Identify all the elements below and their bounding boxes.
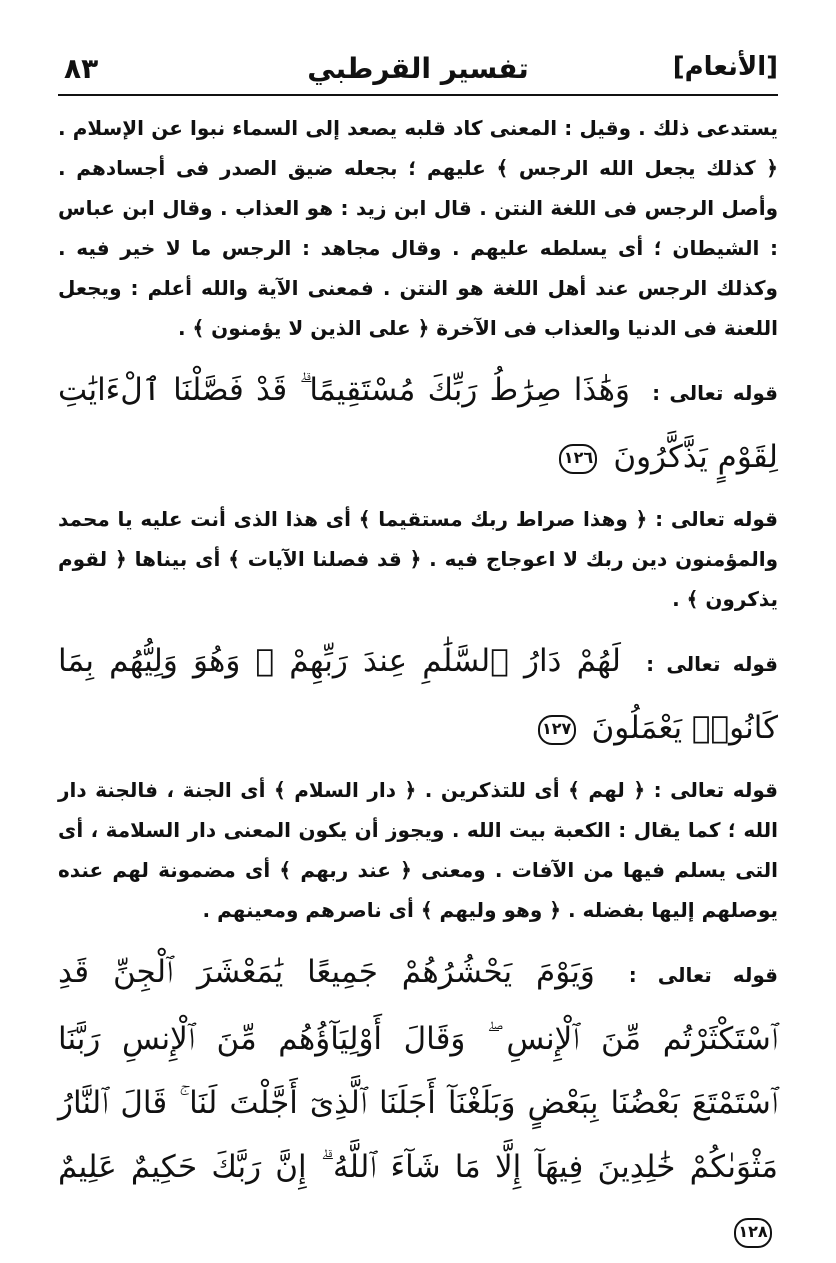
verse-text: وَيَوْمَ يَحْشُرُهُمْ جَمِيعًا يَٰمَعْشَرَ ٱلْجِنِّ قَدِ ٱسْتَكْثَرْتُم مِّنَ ٱلْإِنسِ ۖ وَقَالَ أَوْلِيَآؤُهُم مِّنَ ٱلْإِنسِ رَبَّنَا ٱسْتَمْتَعَ بَعْضُنَا بِبَعْضٍ وَبَلَغْنَآ أَجَلَنَا ٱلَّذِىٓ أَجَّلْتَ لَنَا ۚ قَالَ ٱلنَّارُ مَثْوَىٰكُمْ خَٰلِدِينَ فِيهَآ إِلَّا مَا شَآءَ ٱللَّهُ ۗ إِنَّ رَبَّكَ حَكِيمٌ عَلِيمٌ — [58, 954, 778, 1185]
verse-intro: قوله تعالى : — [628, 963, 779, 987]
commentary-paragraph: قوله تعالى : ﴿ وهذا صراط ربك مستقيما ﴾ أى هذا الذى أنت عليه يا محمد والمؤمنون دين ربك لا اعوجاج فيه . ﴿ قد فصلنا الآيات ﴾ أى بيناها ﴿ لقوم يذكرون ﴾ . — [58, 507, 778, 611]
commentary-paragraph: يستدعى ذلك . وقيل : المعنى كاد قلبه يصعد إلى السماء نبوا عن الإسلام . ﴿ كذلك يجعل الله الرجس ﴾ عليهم ؛ بجعله ضيق الصدر فى أجسادهم . وأصل الرجس فى اللغة النتن . قال ابن زيد : هو العذاب . وقال ابن عباس : الشيطان ؛ أى يسلطه عليهم . وقال مجاهد : الرجس ما لا خير فيه . وكذلك الرجس عند أهل اللغة هو النتن . فمعنى الآية والله أعلم : ويجعل اللعنة فى الدنيا والعذاب فى الآخرة ﴿ على الذين لا يؤمنون ﴾ . — [58, 116, 778, 340]
book-title: تفسير القرطبي — [307, 52, 529, 85]
surah-name: [الأنعام] — [672, 52, 778, 82]
page-number: ٨٣ — [64, 52, 99, 85]
ayah-number-marker: ١٢٨ — [734, 1218, 772, 1248]
verse-text: وَهَٰذَا صِرَٰطُ رَبِّكَ مُسْتَقِيمًا ۗ قَدْ فَصَّلْنَا ٱلْءَايَٰتِ لِقَوْمٍ يَذَّكَّرُونَ — [58, 372, 778, 475]
verse-text: لَهُمْ دَارُ ٱلسَّلَٰمِ عِندَ رَبِّهِمْ ۖ وَهُوَ وَلِيُّهُم بِمَا كَانُوا۟ يَعْمَلُونَ — [58, 643, 778, 746]
page-body — [58, 108, 779, 1241]
quran-verse — [58, 940, 778, 1263]
quran-verse — [58, 629, 778, 760]
commentary-paragraph: قوله تعالى : ﴿ لهم ﴾ أى للتذكرين . ﴿ دار السلام ﴾ أى الجنة ، فالجنة دار الله ؛ كما يقال : الكعبة بيت الله . ويجوز أن يكون المعنى دار السلامة ، أى التى يسلم فيها من الآفات . ومعنى ﴿ عند ربهم ﴾ أى مضمونة لهم عنده يوصلهم إليها بفضله . ﴿ وهو وليهم ﴾ أى ناصرهم ومعينهم . — [58, 778, 778, 922]
quran-verse — [58, 358, 778, 489]
verse-intro: قوله تعالى : — [646, 652, 778, 676]
verse-intro: قوله تعالى : — [652, 381, 778, 405]
ayah-number-marker: ١٢٧ — [538, 715, 576, 745]
page-header — [58, 40, 778, 96]
ayah-number-marker: ١٢٦ — [559, 444, 597, 474]
